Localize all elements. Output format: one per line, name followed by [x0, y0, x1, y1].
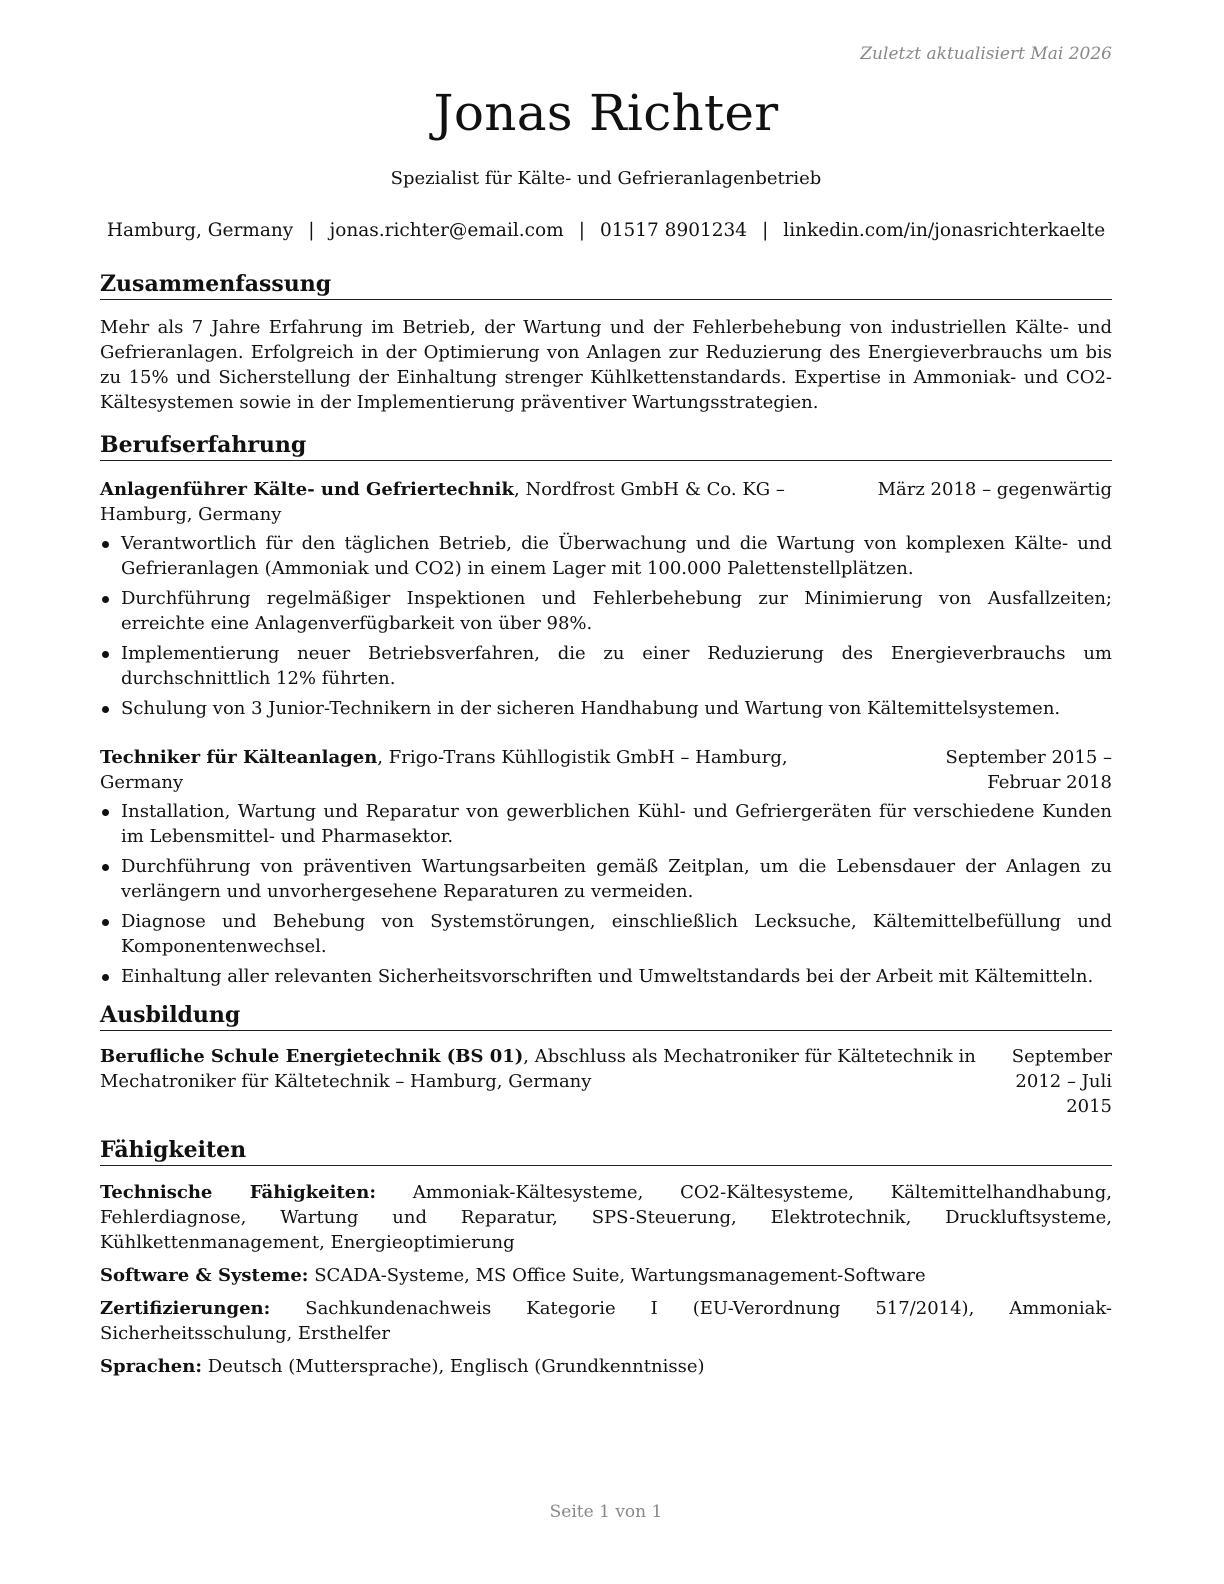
- job-title: Techniker für Kälteanlagen: [100, 747, 378, 768]
- page-number: Seite 1 von 1: [549, 1502, 663, 1522]
- summary-text: Mehr als 7 Jahre Erfahrung im Betrieb, der Wartung und der Fehlerbehebung von industriellen Kälte- und Gefrieranlagen. Erfolgreich in der Optimierung von Anlagen zur Reduzierung des Energieverbrauchs um bis zu 15% und Sicherstellung der Einhaltung strenger Kühlkettenstandards. Expertise in Ammoniak- und CO2-Kältesystemen sowie in der Implementierung präventiver Wartungsstrategien.: [100, 317, 1112, 413]
- bullet-icon: [102, 864, 109, 871]
- skill-row: [100, 1180, 1112, 1255]
- skills-section: [100, 1136, 1112, 1379]
- skill-value: Ammoniak-Kältesysteme, CO2-Kältesysteme, Kältemittelhandhabung, Fehlerdiagnose, Wartung und Reparatur, SPS-Steuerung, Elektrotechnik, Druckluftsysteme, Kühlkettenmanagement, Energieoptimierung: [100, 1182, 1112, 1253]
- list-item: Durchführung von präventiven Wartungsarbeiten gemäß Zeitplan, um die Lebensdauer der Anlagen zu verlängern und unvorhergesehene Reparaturen zu vermeiden.: [100, 854, 1112, 904]
- bullet-icon: [102, 541, 109, 548]
- skill-row: [100, 1263, 1112, 1288]
- job-bullets: [100, 799, 1112, 989]
- skill-label: Sprachen:: [100, 1356, 202, 1377]
- summary-section: [100, 270, 1112, 415]
- contact-line: [100, 220, 1112, 241]
- bullet-icon: [102, 706, 109, 713]
- contact-location: Hamburg, Germany: [106, 220, 294, 241]
- bullet-icon: [102, 809, 109, 816]
- section-heading-skills: Fähigkeiten: [100, 1136, 1112, 1166]
- bullet-icon: [102, 651, 109, 658]
- skill-value: Deutsch (Muttersprache), Englisch (Grundkenntnisse): [207, 1356, 705, 1377]
- degree-details: , Abschluss als Mechatroniker für Kältetechnik in Mechatroniker für Kältetechnik – Hamburg, Germany: [100, 1046, 976, 1092]
- job-entry: [100, 477, 1112, 721]
- job-title: Anlagenführer Kälte- und Gefriertechnik: [100, 479, 514, 500]
- education-entry: [100, 1044, 1112, 1119]
- skill-value: Sachkundenachweis Kategorie I (EU-Verordnung 517/2014), Ammoniak-Sicherheitsschulung, Ersthelfer: [100, 1298, 1112, 1344]
- contact-separator: |: [578, 220, 585, 241]
- contact-separator: |: [762, 220, 769, 241]
- headline: Spezialist für Kälte- und Gefrieranlagenbetrieb: [390, 168, 822, 189]
- job-dates: März 2018 – gegenwärtig: [877, 479, 1112, 500]
- skill-row: [100, 1296, 1112, 1346]
- list-item: Installation, Wartung und Reparatur von gewerblichen Kühl- und Gefriergeräten für verschiedene Kunden im Lebensmittel- und Pharmasektor.: [100, 799, 1112, 849]
- list-item: Verantwortlich für den täglichen Betrieb, die Überwachung und die Wartung von komplexen Kälte- und Gefrieranlagen (Ammoniak und CO2) in einem Lager mit 100.000 Palettenstellplätzen.: [100, 531, 1112, 581]
- education-section: [100, 1001, 1112, 1119]
- bullet-icon: [102, 919, 109, 926]
- skill-label: Zertifizierungen:: [100, 1298, 271, 1319]
- list-item: Schulung von 3 Junior-Technikern in der sicheren Handhabung und Wartung von Kältemittelsystemen.: [100, 696, 1112, 721]
- school-name: Berufliche Schule Energietechnik (BS 01): [100, 1046, 524, 1067]
- bullet-icon: [102, 974, 109, 981]
- section-heading-experience: Berufserfahrung: [100, 431, 1112, 461]
- section-heading-education: Ausbildung: [100, 1001, 1112, 1031]
- contact-email[interactable]: jonas.richter@email.com: [329, 220, 564, 241]
- job-company: , Nordfrost GmbH & Co. KG – Hamburg, Germany: [100, 479, 785, 525]
- list-item: Diagnose und Behebung von Systemstörungen, einschließlich Lecksuche, Kältemittelbefüllung und Komponentenwechsel.: [100, 909, 1112, 959]
- experience-section: [100, 431, 1112, 989]
- resume-page: [100, 0, 1112, 1584]
- section-heading-summary: Zusammenfassung: [100, 270, 1112, 300]
- last-updated: Zuletzt aktualisiert Mai 2026: [860, 44, 1112, 64]
- job-entry: [100, 745, 1112, 989]
- job-header: [100, 745, 1112, 795]
- education-dates: September 2012 – Juli 2015: [1011, 1046, 1112, 1117]
- contact-separator: |: [308, 220, 315, 241]
- candidate-name: Jonas Richter: [433, 84, 779, 142]
- job-dates: September 2015 – Februar 2018: [945, 747, 1112, 793]
- list-item: Einhaltung aller relevanten Sicherheitsvorschriften und Umweltstandards bei der Arbeit mit Kältemitteln.: [100, 964, 1112, 989]
- skill-label: Technische Fähigkeiten:: [100, 1182, 376, 1203]
- bullet-icon: [102, 596, 109, 603]
- list-item: Implementierung neuer Betriebsverfahren, die zu einer Reduzierung des Energieverbrauchs um durchschnittlich 12% führten.: [100, 641, 1112, 691]
- list-item: Durchführung regelmäßiger Inspektionen und Fehlerbehebung zur Minimierung von Ausfallzeiten; erreichte eine Anlagenverfügbarkeit von über 98%.: [100, 586, 1112, 636]
- job-company: , Frigo-Trans Kühllogistik GmbH – Hamburg, Germany: [100, 747, 788, 793]
- resume-content: [100, 270, 1112, 1379]
- job-header: [100, 477, 1112, 527]
- skill-row: [100, 1354, 1112, 1379]
- skill-label: Software & Systeme:: [100, 1265, 309, 1286]
- contact-linkedin[interactable]: linkedin.com/in/jonasrichterkaelte: [783, 220, 1106, 241]
- skill-value: SCADA-Systeme, MS Office Suite, Wartungsmanagement-Software: [314, 1265, 926, 1286]
- contact-phone[interactable]: 01517 8901234: [599, 220, 748, 241]
- job-bullets: [100, 531, 1112, 721]
